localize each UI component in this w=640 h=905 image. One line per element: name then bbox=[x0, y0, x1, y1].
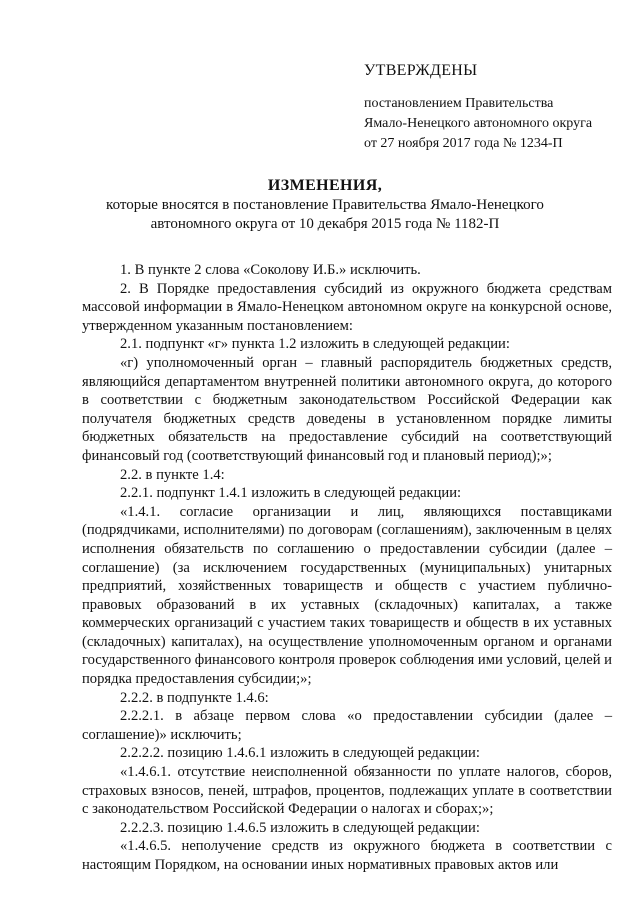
document-subtitle-line: автономного округа от 10 декабря 2015 года № 1182-П bbox=[150, 216, 500, 232]
approval-title: УТВЕРЖДЕНЫ bbox=[364, 62, 478, 79]
document-subtitle-line: которые вносятся в постановление Правительства Ямало-Ненецкого bbox=[106, 197, 544, 213]
approval-block bbox=[364, 62, 614, 154]
document-heading bbox=[60, 176, 590, 234]
paragraph: 2.2.2.3. позицию 1.4.6.5 изложить в следующей редакции: bbox=[120, 819, 480, 836]
paragraph: 2.2. в пункте 1.4: bbox=[120, 466, 225, 483]
paragraph: 2.1. подпункт «г» пункта 1.2 изложить в следующей редакции: bbox=[120, 336, 510, 353]
paragraph: 2.2.2. в подпункте 1.4.6: bbox=[120, 689, 269, 706]
document-body bbox=[82, 261, 612, 875]
paragraph: 1. В пункте 2 слова «Соколову И.Б.» исключить. bbox=[120, 262, 421, 278]
paragraph: «г) уполномоченный орган – главный распорядитель бюджетных средств, являющийся департаментом внутренней политики автономного округа, до которого в соответствии с бюджетным законодательством Российской Федерации как получателя бюджетных средств доведены в установленном порядке лимиты бюджетных обязательств на предоставление субсидий на соответствующий финансовый год (соответствующий финансовый год и плановый период);»; bbox=[82, 354, 612, 464]
approval-line: постановлением Правительства bbox=[364, 96, 554, 111]
paragraph: «1.4.1. согласие организации и лиц, являющихся поставщиками (подрядчиками, исполнителями) по договорам (соглашениям), заключенным в целях исполнения обязательств по соглашению о предоставлении субсидии (далее – соглашение) (за исключением государственных (муниципальных) унитарных предприятий, хозяйственных товариществ и обществ с участием публично-правовых образований в их уставных (складочных) капиталах, а также коммерческих организаций с участием таких товариществ и обществ в их уставных (складочных) капиталах), на осуществление уполномоченным органом и органами государственного финансового контроля проверок соблюдения ими условий, целей и порядка предоставления субсидии;»; bbox=[82, 503, 612, 688]
approval-line: от 27 ноября 2017 года № 1234-П bbox=[364, 136, 563, 151]
paragraph: 2.2.2.2. позицию 1.4.6.1 изложить в следующей редакции: bbox=[120, 745, 480, 762]
paragraph: 2. В Порядке предоставления субсидий из окружного бюджета средствам массовой информации в Ямало-Ненецком автономном округе на конкурсной основе, утвержденном указанным постановлением: bbox=[82, 280, 612, 334]
paragraph: 2.2.1. подпункт 1.4.1 изложить в следующей редакции: bbox=[120, 485, 462, 502]
approval-line: Ямало-Ненецкого автономного округа bbox=[364, 116, 593, 131]
paragraph: 2.2.2.1. в абзаце первом слова «о предоставлении субсидии (далее – соглашение)» исключить; bbox=[82, 708, 612, 743]
paragraph: «1.4.6.1. отсутствие неисполненной обязанности по уплате налогов, сборов, страховых взносов, пеней, штрафов, процентов, подлежащих уплате в соответствии с законодательством Российской Федерации о налогах и сборах;»; bbox=[82, 764, 612, 818]
document-title: ИЗМЕНЕНИЯ, bbox=[267, 177, 383, 194]
paragraph: «1.4.6.5. неполучение средств из окружного бюджета в соответствии с настоящим Порядком, на основании иных нормативных правовых актов или bbox=[82, 838, 612, 873]
